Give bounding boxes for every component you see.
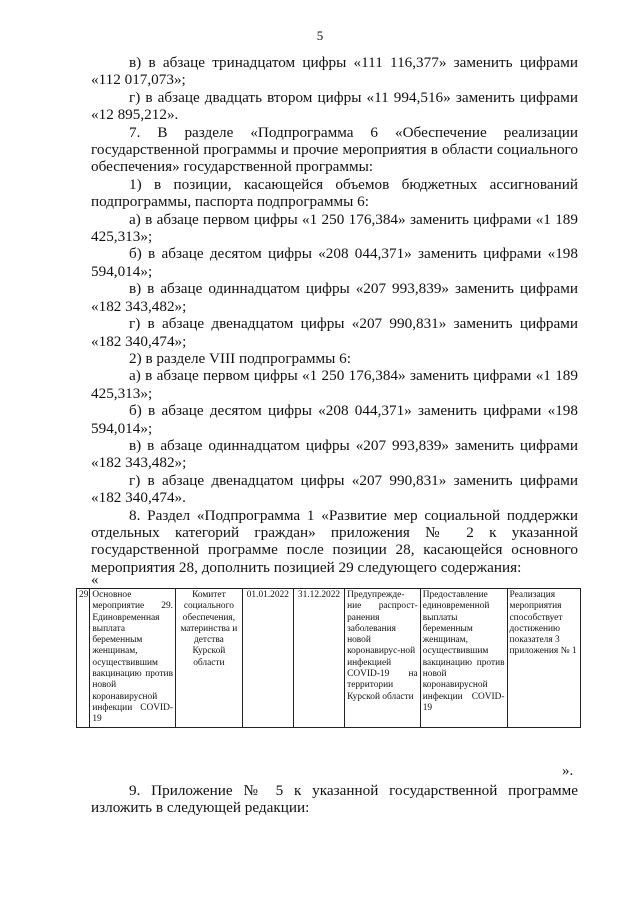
paragraph: г) в абзаце двадцать втором цифры «11 994,516» заменить цифрами «12 895,212». xyxy=(91,88,578,124)
paragraph: г) в абзаце двенадцатом цифры «207 990,831» заменить цифрами «182 340,474»; xyxy=(91,315,578,350)
link-cell: Предоставление единовременной выплаты беременным женщинам, осуществившим вакцинацию против новой коронавирусной инфекции COVID-19 xyxy=(420,589,507,728)
executor-cell: Комитет социального обеспечения, материнства и детства Курской области xyxy=(176,589,243,728)
paragraph: а) в абзаце первом цифры «1 250 176,384» заменить цифрами «1 189 425,313»; xyxy=(91,367,578,402)
opening-quote: « xyxy=(91,572,99,588)
paragraph: 7. В разделе «Подпрограмма 6 «Обеспечение реализации государственной программы и прочие мероприятия в области социального обеспечения» государственной программы: xyxy=(91,123,578,176)
paragraph: г) в абзаце двенадцатом цифры «207 990,831» заменить цифрами «182 340,474». xyxy=(91,471,578,507)
amendment-table xyxy=(76,588,581,728)
page-number: 5 xyxy=(316,28,324,43)
paragraph: 8. Раздел «Подпрограмма 1 «Развитие мер социальной поддержки отдельных категорий граждан» приложения № 2 к указанной государственной программе после позиции 28, касающейся основного мероприятия 28, дополнить позицией 29 следующего содержания: xyxy=(91,506,578,576)
event-name-cell: Основное мероприятие 29. Единовременная выплата беременным женщинам, осуществившим вакцинацию против новой коронавирусной инфекции COVID-19 xyxy=(90,589,176,728)
result-cell: Реализация мероприятия способствует достижению показателя 3 приложения № 1 xyxy=(507,589,580,728)
paragraph: б) в абзаце десятом цифры «208 044,371» заменить цифрами «198 594,014»; xyxy=(91,402,578,437)
paragraph: в) в абзаце одиннадцатом цифры «207 993,839» заменить цифрами «182 343,482»; xyxy=(91,436,578,472)
paragraph: 2) в разделе VIII подпрограммы 6: xyxy=(129,349,351,367)
amendments-text xyxy=(91,54,578,576)
risk-cell: Предупрежде-ние распрост-ранения заболевания новой коронавирус-ной инфекцией COVID-19 на территории Курской области xyxy=(345,589,421,728)
final-text xyxy=(91,782,578,817)
paragraph: 9. Приложение № 5 к указанной государственной программе изложить в следующей редакции: xyxy=(91,782,578,817)
paragraph: а) в абзаце первом цифры «1 250 176,384» заменить цифрами «1 189 425,313»; xyxy=(91,210,578,246)
table-row xyxy=(77,589,581,728)
end-date-cell: 31.12.2022 xyxy=(293,589,344,728)
closing-quote: ». xyxy=(562,763,574,779)
paragraph: в) в абзаце одиннадцатом цифры «207 993,839» заменить цифрами «182 343,482»; xyxy=(91,280,578,315)
paragraph: в) в абзаце тринадцатом цифры «111 116,377» заменить цифрами «112 017,073»; xyxy=(91,54,578,89)
paragraph: 1) в позиции, касающейся объемов бюджетных ассигнований подпрограммы, паспорта подпрограммы 6: xyxy=(91,175,578,211)
start-date-cell: 01.01.2022 xyxy=(242,589,293,728)
paragraph: б) в абзаце десятом цифры «208 044,371» заменить цифрами «198 594,014»; xyxy=(91,245,578,280)
row-number: 29. xyxy=(77,589,90,728)
